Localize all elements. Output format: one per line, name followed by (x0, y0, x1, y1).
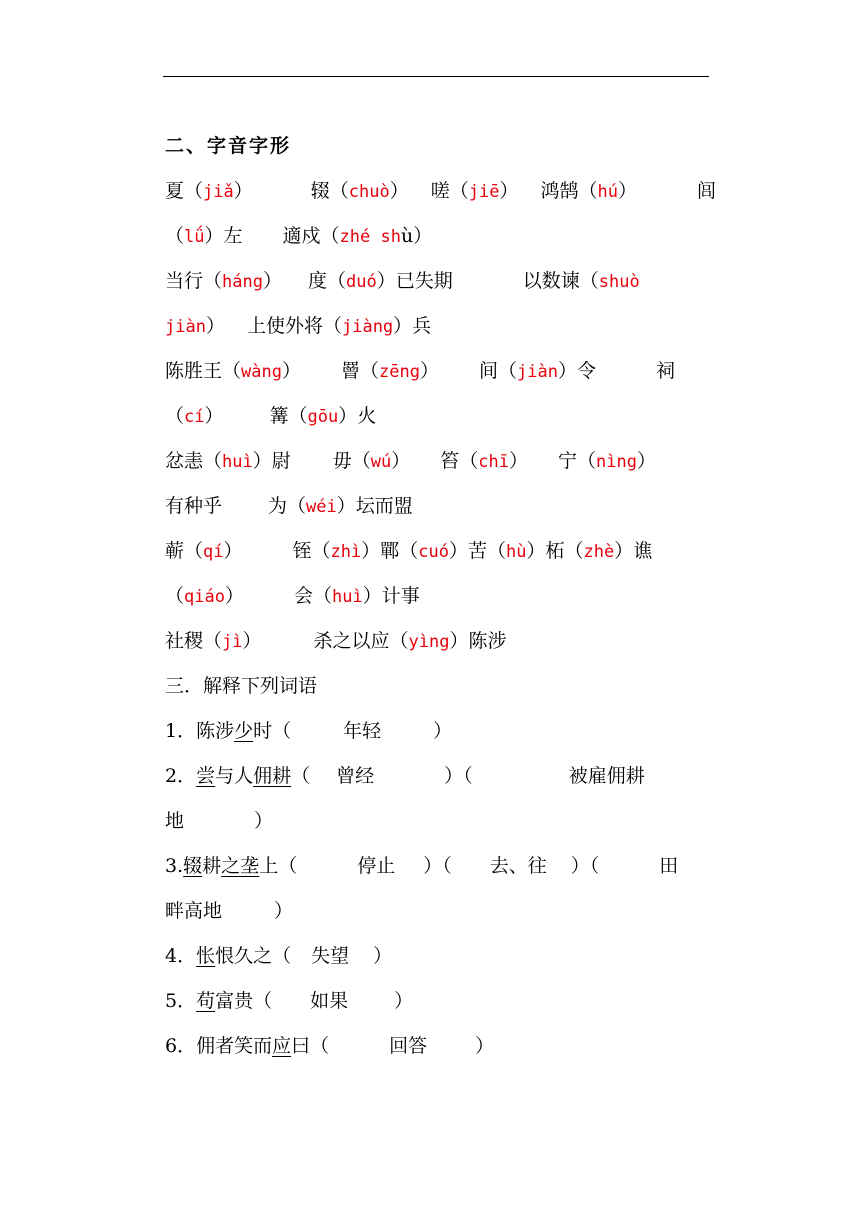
text: ù） (400, 225, 433, 247)
text: ） (433, 720, 453, 742)
underlined-word: 苟 (196, 990, 216, 1012)
pinyin-row (165, 221, 709, 251)
text: 3. (165, 855, 184, 877)
vocab-row (165, 986, 709, 1016)
text: 1．陈涉 (165, 720, 235, 742)
text: 当行（ (165, 270, 223, 292)
pinyin: zhì (330, 542, 362, 562)
text: ） (274, 900, 294, 922)
text: 田 (659, 855, 679, 877)
text: 篝（ (269, 405, 308, 427)
pinyin-row (165, 356, 709, 386)
text: ）柘（ (526, 540, 584, 562)
pinyin: jiǎ (203, 182, 234, 202)
text: ） (373, 945, 393, 967)
pinyin: lǘ (184, 227, 205, 247)
text: 闾 (697, 180, 717, 202)
text: ） (509, 450, 529, 472)
text: ） (391, 450, 411, 472)
pinyin: gōu (307, 407, 339, 427)
text: ）令 (557, 360, 596, 382)
text: 宁（ (558, 450, 597, 472)
text: ）（ (423, 855, 452, 877)
text: ）兵 (393, 315, 432, 337)
text: ）坛而盟 (336, 495, 413, 517)
text: 辍（ (310, 180, 349, 202)
pinyin: qí (203, 542, 224, 562)
text: 社稷（ (165, 630, 223, 652)
text: ） (419, 360, 439, 382)
text: 適戍（ (282, 225, 340, 247)
vocab-row (165, 761, 709, 791)
pinyin: zēng (379, 362, 420, 382)
text: 如果 (310, 990, 349, 1012)
text: ） (475, 1035, 495, 1057)
text: ） (617, 180, 637, 202)
text: ） (224, 585, 244, 607)
pinyin-row (165, 581, 709, 611)
text: 嗟（ (430, 180, 469, 202)
underlined-word: 怅 (196, 945, 216, 967)
pinyin: chī (478, 452, 509, 472)
pinyin-row (165, 446, 709, 476)
underlined-word: 佣耕 (253, 765, 292, 787)
pinyin: duó (346, 272, 377, 292)
text: ） (254, 810, 274, 832)
vocab-row (165, 896, 709, 926)
text: ）（ (570, 855, 600, 877)
text: 以数谏（ (522, 270, 599, 292)
text: 失望 (311, 945, 350, 967)
text: ） (281, 360, 301, 382)
pinyin: jiàn (165, 317, 206, 337)
vocab-row (165, 941, 709, 971)
pinyin: jiē (468, 182, 500, 202)
text: 畔高地 (165, 900, 223, 922)
pinyin-row (165, 266, 709, 296)
text: 会（ (293, 585, 332, 607)
text: 曾经 (336, 765, 375, 787)
pinyin: yìng (408, 632, 450, 652)
text: 回答 (389, 1035, 428, 1057)
text: ） (262, 270, 282, 292)
vocab-row (165, 851, 709, 881)
text: 耕 (202, 855, 222, 877)
pinyin: háng (222, 272, 263, 292)
text: 陈胜王（ (165, 360, 242, 382)
pinyin-row (165, 536, 709, 566)
pinyin: chuò (348, 182, 390, 202)
text: （ (291, 765, 311, 787)
underlined-word: 之垄 (221, 855, 260, 877)
text: 上使外将（ (246, 315, 342, 337)
text: ）（ (444, 765, 473, 787)
pinyin: jì (222, 632, 243, 652)
text: ）鄲（ (361, 540, 419, 562)
text: ）计事 (362, 585, 420, 607)
text: 毋（ (332, 450, 371, 472)
text: 上（ (259, 855, 298, 877)
pinyin-row (165, 626, 709, 656)
underlined-word: 少 (234, 720, 254, 742)
underlined-word: 辍 (183, 855, 203, 877)
text: ）左 (204, 225, 243, 247)
text: 铚（ (292, 540, 331, 562)
section-2-title: 二、字音字形 (165, 135, 292, 157)
pinyin: hù (506, 542, 527, 562)
text: 富贵（ (215, 990, 273, 1012)
pinyin: wú (370, 452, 392, 472)
pinyin: wéi (306, 497, 337, 517)
text: 停止 (357, 855, 396, 877)
pinyin: jiàng (341, 317, 394, 337)
text: ） (389, 180, 409, 202)
pinyin: jiàn (516, 362, 558, 382)
text: 6．佣者笑而 (165, 1035, 273, 1057)
text: 为（ (268, 495, 307, 517)
text: 鸿鹄（ (540, 180, 598, 202)
text: 笞（ (440, 450, 479, 472)
text: （ (165, 225, 185, 247)
text: 地 (165, 810, 185, 832)
pinyin: huì (332, 587, 363, 607)
pinyin: cí (184, 407, 205, 427)
pinyin-row (165, 491, 709, 521)
pinyin: hú (597, 182, 618, 202)
vocab-row (165, 716, 709, 746)
text: 去、往 (489, 855, 547, 877)
text: ） (204, 405, 224, 427)
text: ）谯 (614, 540, 653, 562)
text: 忿恚（ (165, 450, 223, 472)
text: ） (636, 450, 656, 472)
text: 时（ (253, 720, 292, 742)
pinyin: wàng (241, 362, 282, 382)
text: （ (165, 585, 185, 607)
pinyin: nìng (596, 452, 637, 472)
top-rule (163, 76, 709, 77)
text: ）火 (338, 405, 377, 427)
text: ）已失期 (376, 270, 453, 292)
text: ） (223, 540, 243, 562)
pinyin-row (165, 176, 717, 206)
text: 与人 (215, 765, 254, 787)
text: 年轻 (343, 720, 382, 742)
pinyin: qiáo (184, 587, 225, 607)
text: 被雇佣耕 (568, 765, 645, 787)
pinyin: zhè (583, 542, 615, 562)
pinyin-row (165, 311, 709, 341)
text: 杀之以应（ (313, 630, 409, 652)
underlined-word: 应 (272, 1035, 292, 1057)
text: ）苦（ (448, 540, 506, 562)
text: 有种乎 (165, 495, 223, 517)
text: 曰（ (291, 1035, 330, 1057)
text: 间（ (478, 360, 517, 382)
text: 度（ (307, 270, 346, 292)
text: 5． (165, 990, 197, 1012)
underlined-word: 尝 (196, 765, 216, 787)
pinyin: cuó (418, 542, 449, 562)
text: 夏（ (165, 180, 204, 202)
text: 罾（ (340, 360, 379, 382)
vocab-row (165, 806, 709, 836)
text: ）陈涉 (449, 630, 507, 652)
text: 蕲（ (165, 540, 204, 562)
text: 恨久之（ (215, 945, 292, 967)
text: ） (205, 315, 225, 337)
text: 2． (165, 765, 197, 787)
text: （ (165, 405, 185, 427)
section-3-title: 三．解释下列词语 (165, 675, 318, 697)
pinyin: shuò (598, 272, 640, 292)
pinyin: huì (222, 452, 253, 472)
text: 祠 (655, 360, 675, 382)
text: ） (394, 990, 414, 1012)
pinyin-row (165, 401, 709, 431)
text: ） (499, 180, 519, 202)
text: ）尉 (252, 450, 291, 472)
text: ） (233, 180, 253, 202)
pinyin: zhé sh (339, 227, 401, 247)
vocab-row (165, 1031, 709, 1061)
text: ） (242, 630, 262, 652)
text: 4． (165, 945, 197, 967)
